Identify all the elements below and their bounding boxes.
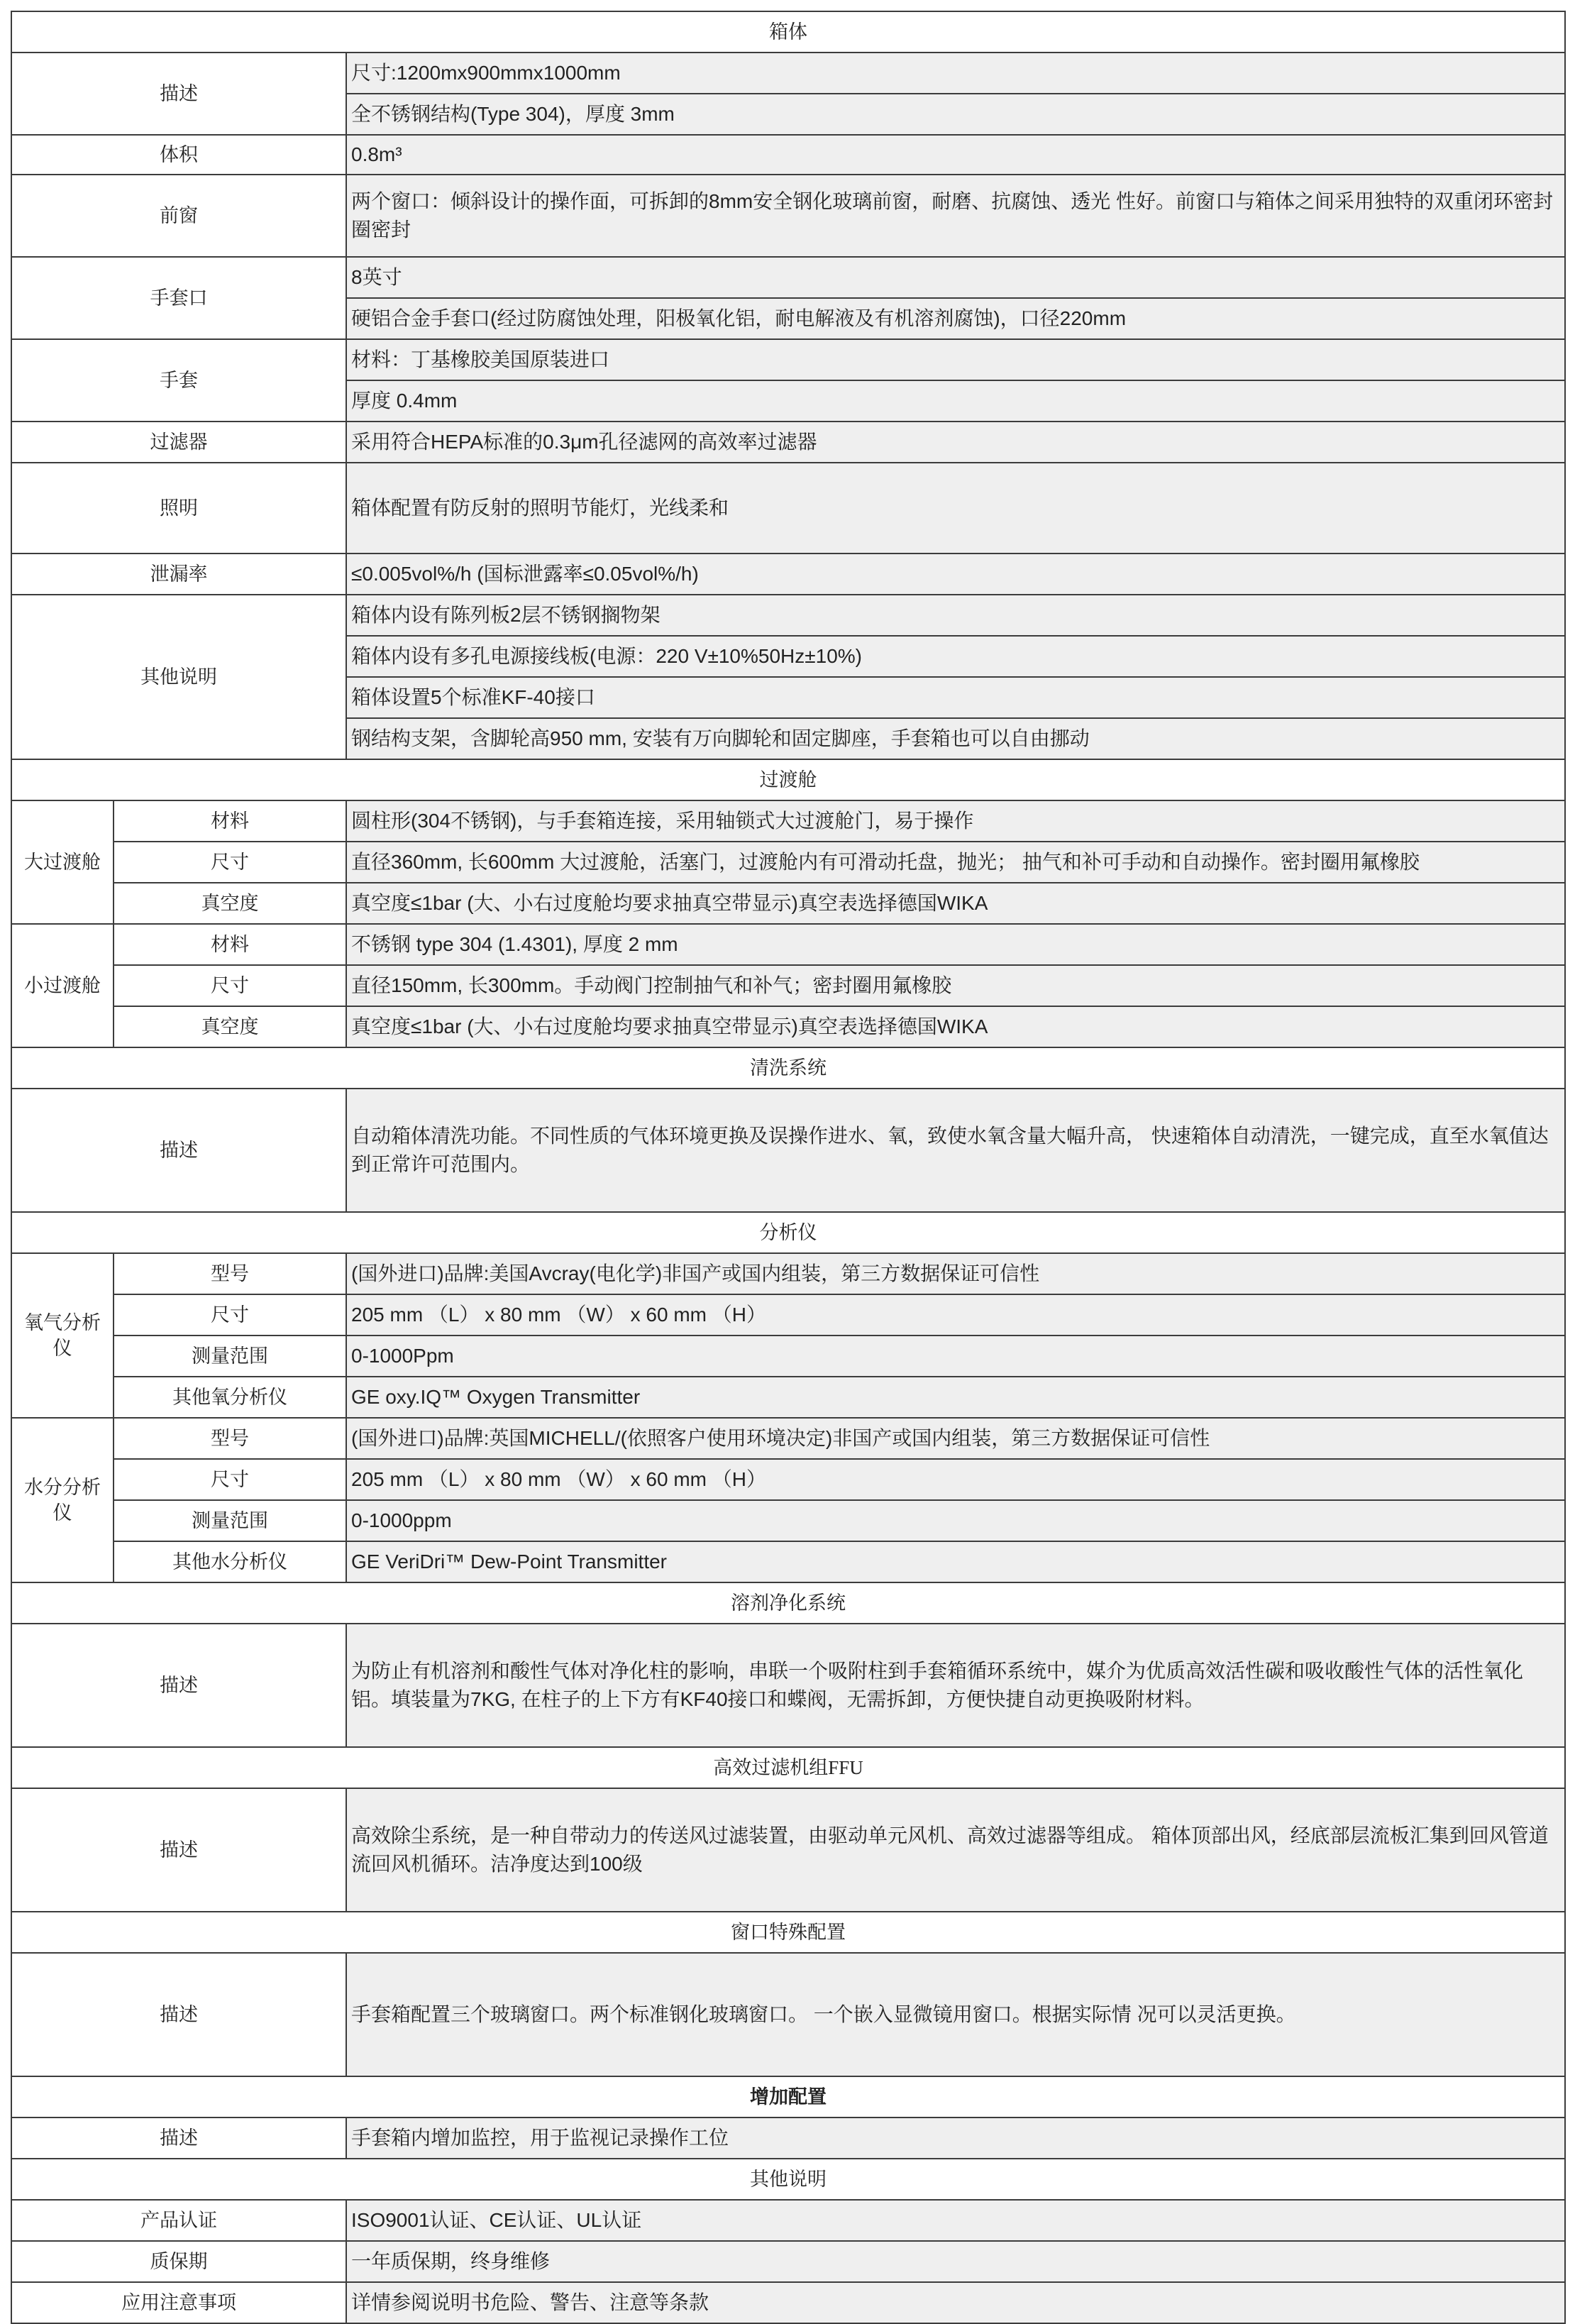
table-row bbox=[11, 1541, 1565, 1582]
section-header-row bbox=[11, 11, 1565, 53]
row-value: 硬铝合金手套口(经过防腐蚀处理，阳极氧化铝，耐电解液及有机溶剂腐蚀)，口径220mm bbox=[346, 298, 1565, 339]
row-label: 真空度 bbox=[114, 883, 346, 924]
row-label: 手套 bbox=[11, 339, 346, 422]
row-value: ISO9001认证、CE认证、UL认证 bbox=[346, 2200, 1565, 2241]
row-label: 尺寸 bbox=[114, 965, 346, 1006]
table-row bbox=[11, 924, 1565, 965]
table-row bbox=[11, 1500, 1565, 1541]
section-header-row bbox=[11, 1747, 1565, 1788]
row-value: 205 mm （L） x 80 mm （W） x 60 mm （H） bbox=[346, 1294, 1565, 1336]
row-label: 描述 bbox=[11, 1624, 346, 1747]
section-title: 其他说明 bbox=[11, 2159, 1565, 2200]
row-value: 真空度≤1bar (大、小右过度舱均要求抽真空带显示)真空表选择德国WIKA bbox=[346, 883, 1565, 924]
row-label: 过滤器 bbox=[11, 422, 346, 463]
row-label: 手套口 bbox=[11, 257, 346, 339]
table-row bbox=[11, 554, 1565, 595]
row-label: 产品认证 bbox=[11, 2200, 346, 2241]
row-value: 高效除尘系统，是一种自带动力的传送风过滤装置，由驱动单元风机、高效过滤器等组成。 箱体顶部出风，经底部层流板汇集到回风管道流回风机循环。洁净度达到100级 bbox=[346, 1788, 1565, 1912]
section-header-row bbox=[11, 759, 1565, 800]
table-row bbox=[11, 2118, 1565, 2159]
table-row bbox=[11, 422, 1565, 463]
row-label: 泄漏率 bbox=[11, 554, 346, 595]
row-value: 箱体配置有防反射的照明节能灯，光线柔和 bbox=[346, 463, 1565, 554]
row-value: GE VeriDri™ Dew-Point Transmitter bbox=[346, 1541, 1565, 1582]
row-value: 为防止有机溶剂和酸性气体对净化柱的影响，串联一个吸附柱到手套箱循环系统中，媒介为优质高效活性碳和吸收酸性气体的活性氧化铝。填装量为7KG, 在柱子的上下方有KF40接口和蝶阀，无需拆卸，方便快捷自动更换吸附材料。 bbox=[346, 1624, 1565, 1747]
table-row bbox=[11, 883, 1565, 924]
row-label: 尺寸 bbox=[114, 1294, 346, 1336]
group-label: 大过渡舱 bbox=[11, 800, 114, 924]
table-row bbox=[11, 135, 1565, 175]
row-value: 箱体内设有陈列板2层不锈钢搁物架 bbox=[346, 595, 1565, 636]
table-row bbox=[11, 2241, 1565, 2282]
row-label: 其他水分析仪 bbox=[114, 1541, 346, 1582]
row-value: 材料：丁基橡胶美国原装进口 bbox=[346, 339, 1565, 380]
row-label: 尺寸 bbox=[114, 1459, 346, 1500]
row-value: 8英寸 bbox=[346, 257, 1565, 298]
row-value: 自动箱体清洗功能。不同性质的气体环境更换及误操作进水、氧，致使水氧含量大幅升高， 快速箱体自动清洗，一键完成，直至水氧值达到正常许可范围内。 bbox=[346, 1089, 1565, 1212]
row-value: 0.8m³ bbox=[346, 135, 1565, 175]
table-row bbox=[11, 175, 1565, 257]
row-label: 体积 bbox=[11, 135, 346, 175]
group-label: 氧气分析仪 bbox=[11, 1253, 114, 1418]
row-value: 手套箱配置三个玻璃窗口。两个标准钢化玻璃窗口。 一个嵌入显微镜用窗口。根据实际情 况可以灵活更换。 bbox=[346, 1953, 1565, 2076]
row-label: 测量范围 bbox=[114, 1500, 346, 1541]
table-row bbox=[11, 1459, 1565, 1500]
row-label: 材料 bbox=[114, 924, 346, 965]
row-label: 材料 bbox=[114, 800, 346, 842]
table-row bbox=[11, 463, 1565, 554]
row-value: 厚度 0.4mm bbox=[346, 380, 1565, 422]
table-row bbox=[11, 965, 1565, 1006]
row-value: GE oxy.IQ™ Oxygen Transmitter bbox=[346, 1377, 1565, 1418]
table-row bbox=[11, 800, 1565, 842]
table-row bbox=[11, 257, 1565, 298]
group-label: 水分分析仪 bbox=[11, 1418, 114, 1582]
group-label: 小过渡舱 bbox=[11, 924, 114, 1047]
table-row bbox=[11, 1953, 1565, 2076]
table-row bbox=[11, 2282, 1565, 2323]
row-label: 描述 bbox=[11, 1089, 346, 1212]
row-value: 箱体内设有多孔电源接线板(电源：220 V±10%50Hz±10%) bbox=[346, 636, 1565, 677]
row-label: 应用注意事项 bbox=[11, 2282, 346, 2323]
row-value: 直径360mm, 长600mm 大过渡舱，活塞门，过渡舱内有可滑动托盘，抛光； 抽气和补可手动和自动操作。密封圈用氟橡胶 bbox=[346, 842, 1565, 883]
row-value: 手套箱内增加监控，用于监视记录操作工位 bbox=[346, 2118, 1565, 2159]
row-label: 尺寸 bbox=[114, 842, 346, 883]
table-row bbox=[11, 1377, 1565, 1418]
table-row bbox=[11, 595, 1565, 636]
section-header-row bbox=[11, 1582, 1565, 1624]
table-row bbox=[11, 1624, 1565, 1747]
row-value: 圆柱形(304不锈钢)，与手套箱连接，采用轴锁式大过渡舱门，易于操作 bbox=[346, 800, 1565, 842]
row-value: 真空度≤1bar (大、小右过度舱均要求抽真空带显示)真空表选择德国WIKA bbox=[346, 1006, 1565, 1047]
row-value: (国外进口)品牌:英国MICHELL/(依照客户使用环境决定)非国产或国内组装，第三方数据保证可信性 bbox=[346, 1418, 1565, 1459]
row-label: 前窗 bbox=[11, 175, 346, 257]
table-row bbox=[11, 1089, 1565, 1212]
row-value: 详情参阅说明书危险、警告、注意等条款 bbox=[346, 2282, 1565, 2323]
table-row bbox=[11, 1788, 1565, 1912]
row-value: 0-1000ppm bbox=[346, 1500, 1565, 1541]
section-header-row bbox=[11, 2159, 1565, 2200]
section-title: 分析仪 bbox=[11, 1212, 1565, 1253]
row-value: 两个窗口：倾斜设计的操作面，可拆卸的8mm安全钢化玻璃前窗，耐磨、抗腐蚀、透光 性好。前窗口与箱体之间采用独特的双重闭环密封圈密封 bbox=[346, 175, 1565, 257]
row-value: 采用符合HEPA标准的0.3μm孔径滤网的高效率过滤器 bbox=[346, 422, 1565, 463]
row-label: 描述 bbox=[11, 53, 346, 135]
table-row bbox=[11, 339, 1565, 380]
section-header-row bbox=[11, 2076, 1565, 2118]
section-title: 清洗系统 bbox=[11, 1047, 1565, 1089]
row-value: 205 mm （L） x 80 mm （W） x 60 mm （H） bbox=[346, 1459, 1565, 1500]
row-label: 型号 bbox=[114, 1418, 346, 1459]
section-header-row bbox=[11, 1912, 1565, 1953]
row-value: 一年质保期，终身维修 bbox=[346, 2241, 1565, 2282]
table-row bbox=[11, 1006, 1565, 1047]
row-label: 描述 bbox=[11, 2118, 346, 2159]
row-value: (国外进口)品牌:美国Avcray(电化学)非国产或国内组装，第三方数据保证可信性 bbox=[346, 1253, 1565, 1294]
row-value: 尺寸:1200mx900mmx1000mm bbox=[346, 53, 1565, 94]
row-label: 照明 bbox=[11, 463, 346, 554]
section-title: 窗口特殊配置 bbox=[11, 1912, 1565, 1953]
row-label: 描述 bbox=[11, 1788, 346, 1912]
table-row bbox=[11, 53, 1565, 94]
spec-table bbox=[11, 11, 1566, 2324]
row-value: 全不锈钢结构(Type 304)，厚度 3mm bbox=[346, 94, 1565, 135]
table-row bbox=[11, 2200, 1565, 2241]
row-value: 钢结构支架，含脚轮高950 mm, 安装有万向脚轮和固定脚座，手套箱也可以自由挪动 bbox=[346, 718, 1565, 759]
section-header-row bbox=[11, 1047, 1565, 1089]
row-label: 测量范围 bbox=[114, 1336, 346, 1377]
row-value: 不锈钢 type 304 (1.4301), 厚度 2 mm bbox=[346, 924, 1565, 965]
section-title: 过渡舱 bbox=[11, 759, 1565, 800]
table-row bbox=[11, 1336, 1565, 1377]
row-value: 0-1000Ppm bbox=[346, 1336, 1565, 1377]
section-title: 增加配置 bbox=[11, 2076, 1565, 2118]
table-row bbox=[11, 1294, 1565, 1336]
table-row bbox=[11, 1253, 1565, 1294]
row-value: ≤0.005vol%/h (国标泄露率≤0.05vol%/h) bbox=[346, 554, 1565, 595]
row-label: 描述 bbox=[11, 1953, 346, 2076]
section-title: 溶剂净化系统 bbox=[11, 1582, 1565, 1624]
row-label: 其他氧分析仪 bbox=[114, 1377, 346, 1418]
row-label: 真空度 bbox=[114, 1006, 346, 1047]
section-header-row bbox=[11, 1212, 1565, 1253]
row-label: 其他说明 bbox=[11, 595, 346, 759]
row-label: 型号 bbox=[114, 1253, 346, 1294]
section-title: 箱体 bbox=[11, 11, 1565, 53]
section-title: 高效过滤机组FFU bbox=[11, 1747, 1565, 1788]
table-row bbox=[11, 1418, 1565, 1459]
row-label: 质保期 bbox=[11, 2241, 346, 2282]
row-value: 直径150mm, 长300mm。手动阀门控制抽气和补气；密封圈用氟橡胶 bbox=[346, 965, 1565, 1006]
table-row bbox=[11, 842, 1565, 883]
row-value: 箱体设置5个标准KF-40接口 bbox=[346, 677, 1565, 718]
